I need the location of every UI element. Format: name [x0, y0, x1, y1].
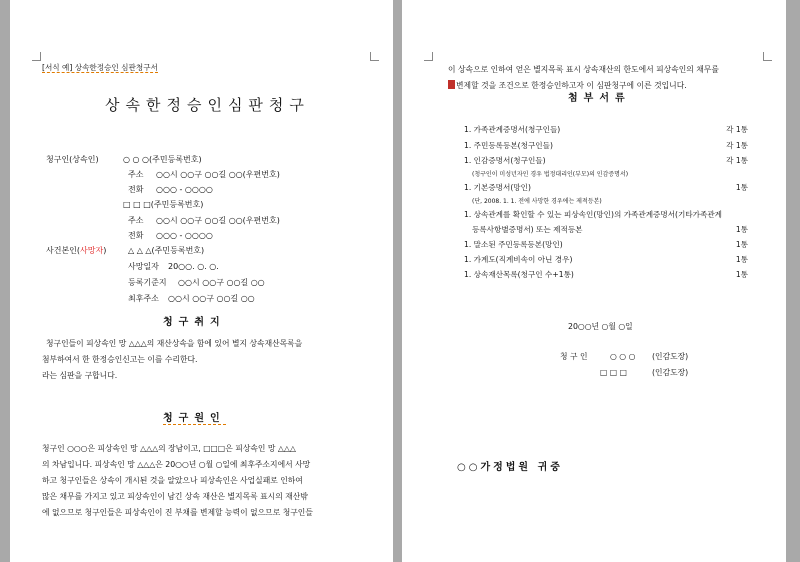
claimant2-phone-label: 전화	[128, 231, 144, 240]
signer2-name: □ □ □	[600, 368, 628, 377]
continuation-line: 이 상속으로 인하여 얻은 별지목록 표시 상속재산의 한도에서 피상속인의 채무를	[448, 65, 719, 74]
attachment-note: (단, 2008. 1. 1. 전에 사망한 경우에는 제적등본)	[472, 198, 602, 205]
crop-mark	[370, 52, 379, 61]
claimant1-phone-label: 전화	[128, 185, 144, 194]
claimant1-address: ○○시 ○○구 ○○길 ○○(우편번호)	[156, 170, 280, 179]
claimant-label: 청구인(상속인)	[46, 155, 99, 164]
attachment-item: 1. 말소된 주민등록등본(망인)	[464, 240, 563, 249]
signer-label: 청 구 인	[560, 352, 588, 361]
claimant1-address-label: 주소	[128, 170, 144, 179]
death-date-label: 사망일자	[128, 262, 159, 271]
claimant2-address-label: 주소	[128, 216, 144, 225]
cause-line: 청구인 ○○○은 피상속인 망 △△△의 장남이고, □□□은 피상속인 망 △△△	[42, 444, 296, 453]
last-address-label: 최후주소	[128, 294, 159, 303]
continuation-line[interactable]: 변제할 것을 조건으로 한정승인하고자 이 심판청구에 이른 것입니다.	[448, 78, 687, 94]
claimant1-name: ○ ○ ○(주민등록번호)	[123, 155, 202, 164]
document-title: 상속한정승인심판청구	[105, 96, 310, 114]
attachment-count: 1통	[735, 270, 748, 279]
attachment-count: 각 1통	[726, 125, 748, 134]
document-date: 20○○년 ○월 ○일	[568, 322, 633, 331]
last-address: ○○시 ○○구 ○○길 ○○	[168, 294, 255, 303]
cause-heading: 청구원인	[163, 413, 226, 424]
crop-mark	[32, 52, 41, 61]
document-page-left	[10, 0, 393, 562]
purpose-line: 첨부하여서 한 한정승인신고는 이를 수리한다.	[42, 355, 198, 364]
attachment-item: 등록사항별증명서) 또는 제적등본	[472, 225, 583, 234]
court-addressee: ○○가정법원 귀중	[457, 462, 563, 473]
deceased-name: △ △ △(주민등록번호)	[128, 246, 205, 255]
attachment-item: 1. 기본증명서(망인)	[464, 183, 531, 192]
cause-line: 많은 채무를 가지고 있고 피상속인이 남긴 상속 재산은 별지목록 표시의 재산밖	[42, 492, 308, 501]
attachment-item: 1. 인감증명서(청구인들)	[464, 156, 546, 165]
death-date: 20○○. ○. ○.	[168, 262, 219, 271]
crop-mark	[763, 52, 772, 61]
registry-label: 등록기준지	[128, 278, 167, 287]
signer1-seal: (인감도장)	[652, 352, 689, 361]
attachment-note: (청구인이 미성년자인 경우 법정대리인(부모)의 인감증명서)	[472, 171, 629, 178]
attachment-item: 1. 가계도(직계비속이 아닌 경우)	[464, 255, 573, 264]
cause-line: 하고 청구인들은 상속이 개시된 것을 알았으나 피상속인은 사업실패로 인하여	[42, 476, 303, 485]
registry-address: ○○시 ○○구 ○○길 ○○	[178, 278, 265, 287]
cause-line: 에 없으므로 청구인들은 피상속인이 진 부채를 변제할 능력이 없으므로 청구인들	[42, 508, 313, 517]
purpose-line: 라는 심판을 구합니다.	[42, 371, 118, 380]
signer2-seal: (인감도장)	[652, 368, 689, 377]
attachment-count: 각 1통	[726, 141, 748, 150]
claimant2-name: □ □ □(주민등록번호)	[123, 200, 204, 209]
attachment-item: 1. 상속관계를 확인할 수 있는 피상속인(망인)의 가족관계증명서(기타가족관계	[464, 210, 723, 219]
text-cursor-icon	[448, 80, 455, 89]
document-page-right	[402, 0, 786, 562]
crop-mark	[424, 52, 433, 61]
attachment-item: 1. 상속재산목록(청구인 수+1통)	[464, 270, 574, 279]
attachment-count: 1통	[735, 240, 748, 249]
claimant2-address: ○○시 ○○구 ○○길 ○○(우편번호)	[156, 216, 280, 225]
deceased-label: 사건본인(사망자)	[46, 246, 107, 255]
signer1-name: ○ ○ ○	[610, 352, 636, 361]
claimant1-phone: ○○○ - ○○○○	[156, 185, 213, 194]
attachment-item: 1. 가족관계증명서(청구인들)	[464, 125, 561, 134]
cause-line: 의 차남입니다. 피상속인 망 △△△은 20○○년 ○월 ○일에 최후주소지에서 사망	[42, 460, 311, 469]
purpose-line: 청구인들이 피상속인 망 △△△의 재산상속을 함에 있어 별지 상속재산목록을	[46, 339, 303, 348]
form-label: [서식 예] 상속한정승인 심판청구서	[42, 63, 158, 72]
attachments-heading: 첨부서류	[568, 93, 631, 104]
attachment-count: 1통	[735, 225, 748, 234]
attachment-count: 각 1통	[726, 156, 748, 165]
purpose-heading: 청구취지	[163, 317, 226, 328]
attachment-count: 1통	[735, 255, 748, 264]
claimant2-phone: ○○○ - ○○○○	[156, 231, 213, 240]
attachment-item: 1. 주민등록등본(청구인들)	[464, 141, 553, 150]
attachment-count: 1통	[735, 183, 748, 192]
